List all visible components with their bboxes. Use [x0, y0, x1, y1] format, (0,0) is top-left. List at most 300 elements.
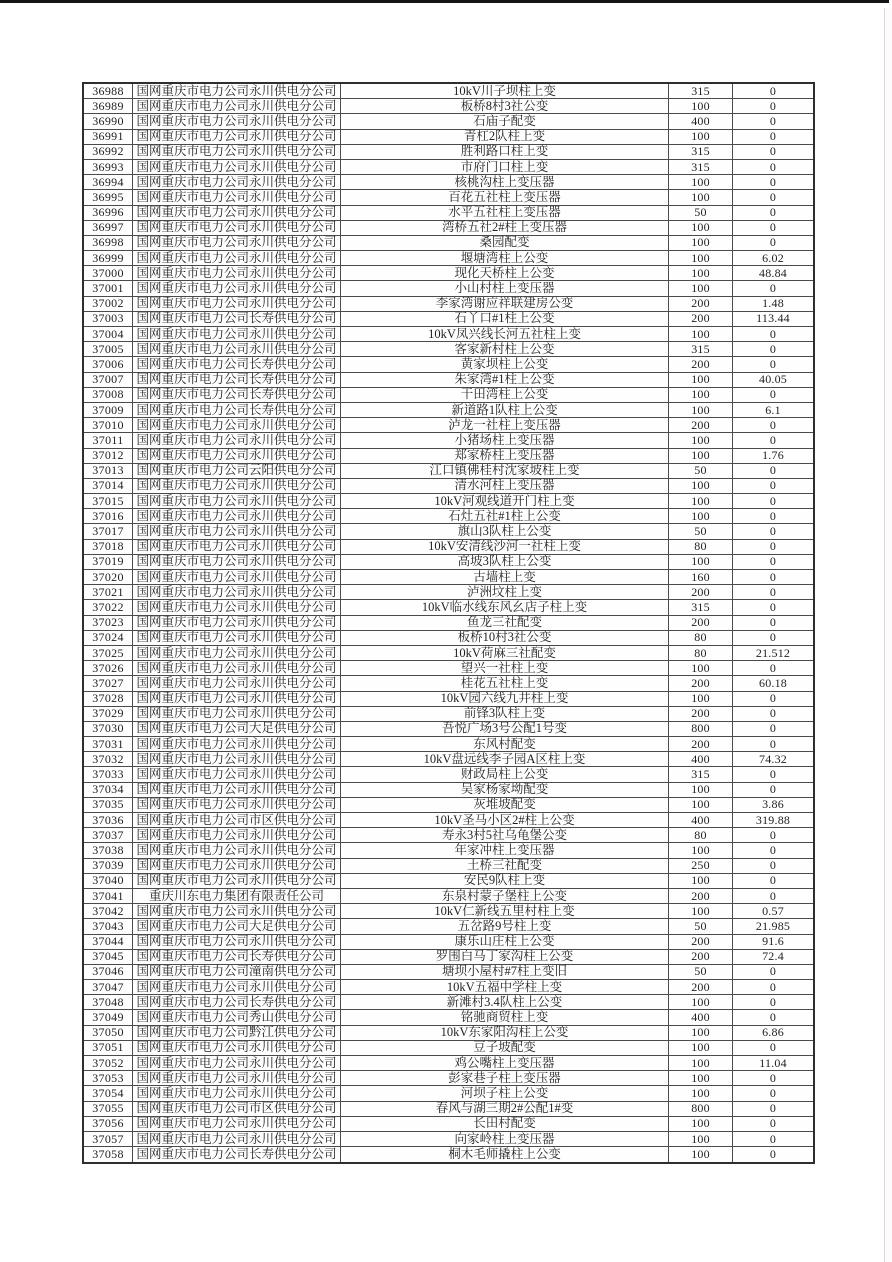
value-cell: 0: [769, 630, 777, 645]
table-row: [84, 661, 813, 676]
capacity-cell: 315: [669, 160, 733, 174]
transformer-name-cell: 湾桥五社2#柱上变压器: [341, 221, 669, 235]
table-row: [84, 828, 813, 843]
capacity-cell: 80: [669, 646, 733, 660]
value-cell: 0: [769, 387, 777, 402]
row-id-cell: 37018: [84, 540, 133, 554]
transformer-name-cell: 市府门口柱上变: [341, 160, 669, 174]
company-cell: 国网重庆市电力公司永川供电分公司: [133, 600, 341, 614]
company-cell: 国网重庆市电力公司永川供电分公司: [133, 297, 341, 311]
company-cell: 国网重庆市电力公司永川供电分公司: [133, 281, 341, 295]
capacity-cell: 50: [669, 464, 733, 478]
value-cell: 0: [769, 175, 777, 189]
row-id-cell: 37052: [84, 1056, 133, 1070]
table-row: [84, 1056, 813, 1071]
value-cell: 0: [769, 1071, 777, 1085]
table-row: [84, 935, 813, 950]
value-cell: 0: [769, 509, 777, 523]
table-row: [84, 1086, 813, 1101]
company-cell: 国网重庆市电力公司永川供电分公司: [133, 828, 341, 842]
company-cell: 国网重庆市电力公司永川供电分公司: [133, 1117, 341, 1131]
capacity-cell: 80: [669, 631, 733, 645]
row-id-cell: 37055: [84, 1102, 133, 1116]
company-cell: 国网重庆市电力公司永川供电分公司: [133, 190, 341, 204]
transformer-name-cell: 安民9队柱上变: [341, 874, 669, 888]
value-cell: 0: [769, 554, 777, 569]
capacity-cell: 100: [669, 1041, 733, 1055]
row-id-cell: 37004: [84, 327, 133, 341]
company-cell: 国网重庆市电力公司永川供电分公司: [133, 692, 341, 706]
table-row: [84, 327, 813, 342]
transformer-name-cell: 现化天桥柱上公变: [341, 266, 669, 280]
capacity-cell: 400: [669, 114, 733, 128]
value-cell: 0: [769, 494, 777, 508]
company-cell: 国网重庆市电力公司永川供电分公司: [133, 494, 341, 508]
transformer-name-cell: 彭家巷子柱上变压器: [341, 1071, 669, 1085]
capacity-cell: 160: [669, 570, 733, 584]
value-cell: 0: [769, 478, 777, 493]
transformer-name-cell: 桐木毛师撬柱上公变: [341, 1147, 669, 1162]
capacity-cell: 80: [669, 828, 733, 842]
company-cell: 国网重庆市电力公司永川供电分公司: [133, 980, 341, 994]
company-cell: 国网重庆市电力公司永川供电分公司: [133, 509, 341, 523]
company-cell: 国网重庆市电力公司永川供电分公司: [133, 540, 341, 554]
company-cell: 国网重庆市电力公司永川供电分公司: [133, 707, 341, 721]
row-id-cell: 36997: [84, 221, 133, 235]
table-row: [84, 418, 813, 433]
value-cell: 3.86: [762, 797, 784, 812]
row-id-cell: 37001: [84, 281, 133, 295]
transformer-name-cell: 鱼龙三社配变: [341, 616, 669, 630]
table-row: [84, 160, 813, 175]
capacity-cell: 400: [669, 1010, 733, 1024]
row-id-cell: 37022: [84, 600, 133, 614]
value-cell: 91.6: [762, 934, 784, 949]
company-cell: 国网重庆市电力公司永川供电分公司: [133, 1071, 341, 1085]
transformer-name-cell: 青杠2队柱上变: [341, 130, 669, 144]
row-id-cell: 36994: [84, 175, 133, 189]
table-row: [84, 297, 813, 312]
row-id-cell: 37053: [84, 1071, 133, 1085]
value-cell: 0: [769, 129, 777, 144]
transformer-name-cell: 10kV荷麻三社配变: [341, 646, 669, 660]
transformer-name-cell: 泸龙一社柱上变压器: [341, 418, 669, 432]
transformer-name-cell: 10kV仁新线五里村柱上变: [341, 904, 669, 918]
transformer-name-cell: 桑园配变: [341, 236, 669, 250]
value-cell: 1.76: [762, 448, 784, 463]
transformer-name-cell: 向家岭柱上变压器: [341, 1132, 669, 1146]
row-id-cell: 37048: [84, 995, 133, 1009]
company-cell: 国网重庆市电力公司秀山供电分公司: [133, 1010, 341, 1024]
row-id-cell: 37032: [84, 752, 133, 766]
table-row: [84, 950, 813, 965]
row-id-cell: 37034: [84, 783, 133, 797]
table-row: [84, 373, 813, 388]
row-id-cell: 37045: [84, 950, 133, 964]
transformer-name-cell: 前锋3队柱上变: [341, 707, 669, 721]
row-id-cell: 36992: [84, 145, 133, 159]
transformer-name-cell: 堰塘湾柱上公变: [341, 251, 669, 265]
capacity-cell: 100: [669, 798, 733, 812]
value-cell: 0: [769, 327, 777, 341]
capacity-cell: 100: [669, 494, 733, 508]
company-cell: 国网重庆市电力公司永川供电分公司: [133, 555, 341, 569]
transformer-name-cell: 10kV临水线东风幺店子柱上变: [341, 600, 669, 614]
value-cell: 113.44: [756, 311, 790, 326]
row-id-cell: 37007: [84, 373, 133, 387]
capacity-cell: 200: [669, 585, 733, 599]
capacity-cell: 100: [669, 403, 733, 417]
value-cell: 0: [769, 1040, 777, 1055]
row-id-cell: 37047: [84, 980, 133, 994]
row-id-cell: 37006: [84, 357, 133, 371]
row-id-cell: 37054: [84, 1086, 133, 1100]
company-cell: 重庆川东电力集团有限责任公司: [133, 889, 341, 903]
row-id-cell: 36989: [84, 99, 133, 113]
transformer-name-cell: 客家新村柱上公变: [341, 342, 669, 356]
value-cell: 0: [769, 235, 777, 250]
capacity-cell: 200: [669, 312, 733, 326]
capacity-cell: 200: [669, 737, 733, 751]
table-row: [84, 1132, 813, 1147]
capacity-cell: 315: [669, 342, 733, 356]
capacity-cell: 100: [669, 1147, 733, 1162]
transformer-name-cell: 寿永3村5社乌龟堡公变: [341, 828, 669, 842]
capacity-cell: 100: [669, 388, 733, 402]
company-cell: 国网重庆市电力公司市区供电分公司: [133, 1102, 341, 1116]
value-cell: 6.1: [765, 402, 781, 417]
value-cell: 0: [769, 721, 777, 736]
table-row: [84, 843, 813, 858]
company-cell: 国网重庆市电力公司长寿供电分公司: [133, 388, 341, 402]
row-id-cell: 37039: [84, 859, 133, 873]
value-cell: 21.512: [755, 645, 791, 660]
transformer-name-cell: 小山村柱上变压器: [341, 281, 669, 295]
company-cell: 国网重庆市电力公司永川供电分公司: [133, 935, 341, 949]
capacity-cell: 200: [669, 935, 733, 949]
value-cell: 0: [769, 342, 777, 356]
value-cell: 0: [769, 1101, 777, 1116]
table-row: [84, 236, 813, 251]
capacity-cell: 100: [669, 783, 733, 797]
company-cell: 国网重庆市电力公司永川供电分公司: [133, 676, 341, 690]
transformer-name-cell: 长田村配变: [341, 1117, 669, 1131]
transformer-name-cell: 河坝子柱上公变: [341, 1086, 669, 1100]
row-id-cell: 37044: [84, 935, 133, 949]
table-row: [84, 342, 813, 357]
transformer-name-cell: 江口镇佛桂村沈家坡柱上变: [341, 464, 669, 478]
value-cell: 0: [769, 570, 777, 584]
table-row: [84, 1117, 813, 1132]
capacity-cell: 100: [669, 1086, 733, 1100]
company-cell: 国网重庆市电力公司永川供电分公司: [133, 1132, 341, 1146]
row-id-cell: 37056: [84, 1117, 133, 1131]
capacity-cell: 400: [669, 813, 733, 827]
row-id-cell: 37012: [84, 449, 133, 463]
row-id-cell: 37015: [84, 494, 133, 508]
capacity-cell: 100: [669, 1132, 733, 1146]
capacity-cell: 200: [669, 676, 733, 690]
capacity-cell: 100: [669, 373, 733, 387]
capacity-cell: 100: [669, 874, 733, 888]
value-cell: 0: [769, 144, 777, 159]
transformer-name-cell: 东泉村蒙子堡柱上公变: [341, 889, 669, 903]
table-row: [84, 464, 813, 479]
company-cell: 国网重庆市电力公司永川供电分公司: [133, 646, 341, 660]
transformer-name-cell: 鸡公嘴柱上变压器: [341, 1056, 669, 1070]
value-cell: 0: [769, 600, 777, 614]
capacity-cell: 100: [669, 509, 733, 523]
row-id-cell: 37046: [84, 965, 133, 979]
value-cell: 0: [769, 418, 777, 432]
company-cell: 国网重庆市电力公司长寿供电分公司: [133, 373, 341, 387]
row-id-cell: 37026: [84, 661, 133, 675]
transformer-name-cell: 朱家湾#1柱上公变: [341, 373, 669, 387]
table-row: [84, 357, 813, 372]
company-cell: 国网重庆市电力公司永川供电分公司: [133, 904, 341, 918]
capacity-cell: 100: [669, 661, 733, 675]
row-id-cell: 37005: [84, 342, 133, 356]
value-cell: 72.4: [762, 949, 784, 964]
capacity-cell: 200: [669, 357, 733, 371]
capacity-cell: 100: [669, 221, 733, 235]
row-id-cell: 37008: [84, 388, 133, 402]
value-cell: 0: [769, 84, 777, 98]
row-id-cell: 37009: [84, 403, 133, 417]
value-cell: 0: [769, 463, 777, 478]
company-cell: 国网重庆市电力公司永川供电分公司: [133, 616, 341, 630]
capacity-cell: 100: [669, 190, 733, 204]
capacity-cell: 100: [669, 1117, 733, 1131]
transformer-name-cell: 清水河柱上变压器: [341, 479, 669, 493]
value-cell: 0: [769, 782, 777, 797]
table-row: [84, 494, 813, 509]
capacity-cell: 100: [669, 266, 733, 280]
company-cell: 国网重庆市电力公司永川供电分公司: [133, 585, 341, 599]
row-id-cell: 37051: [84, 1041, 133, 1055]
table-row: [84, 479, 813, 494]
value-cell: 0: [769, 888, 777, 903]
capacity-cell: 315: [669, 84, 733, 98]
capacity-cell: 200: [669, 950, 733, 964]
transformer-name-cell: 旗山3队柱上公变: [341, 524, 669, 538]
value-cell: 6.02: [762, 251, 784, 265]
value-cell: 6.86: [762, 1025, 784, 1040]
company-cell: 国网重庆市电力公司永川供电分公司: [133, 570, 341, 584]
row-id-cell: 37025: [84, 646, 133, 660]
value-cell: 0: [769, 706, 777, 721]
table-row: [84, 555, 813, 570]
capacity-cell: 100: [669, 843, 733, 857]
row-id-cell: 36999: [84, 251, 133, 265]
capacity-cell: 800: [669, 722, 733, 736]
transformer-name-cell: 年家冲柱上变压器: [341, 843, 669, 857]
row-id-cell: 37013: [84, 464, 133, 478]
company-cell: 国网重庆市电力公司永川供电分公司: [133, 84, 341, 98]
table-row: [84, 190, 813, 205]
table-row: [84, 1071, 813, 1086]
transformer-name-cell: 10kV五福中学柱上变: [341, 980, 669, 994]
capacity-cell: 200: [669, 297, 733, 311]
value-cell: 60.18: [759, 676, 787, 690]
value-cell: 0: [769, 858, 777, 873]
row-id-cell: 37049: [84, 1010, 133, 1024]
value-cell: 0: [769, 980, 777, 994]
table-row: [84, 1147, 813, 1162]
table-row: [84, 874, 813, 889]
row-id-cell: 37036: [84, 813, 133, 827]
value-cell: 319.88: [755, 813, 791, 827]
company-cell: 国网重庆市电力公司永川供电分公司: [133, 342, 341, 356]
transformer-name-cell: 铭驰商贸柱上变: [341, 1010, 669, 1024]
transformer-table: [82, 82, 815, 1164]
row-id-cell: 36991: [84, 130, 133, 144]
table-row: [84, 1041, 813, 1056]
table-row: [84, 221, 813, 236]
table-row: [84, 980, 813, 995]
company-cell: 国网重庆市电力公司长寿供电分公司: [133, 950, 341, 964]
table-row: [84, 995, 813, 1010]
value-cell: 0: [769, 114, 777, 128]
transformer-name-cell: 10kV凤兴线长河五社柱上变: [341, 327, 669, 341]
capacity-cell: 50: [669, 965, 733, 979]
value-cell: 0: [769, 995, 777, 1009]
company-cell: 国网重庆市电力公司永川供电分公司: [133, 221, 341, 235]
capacity-cell: 400: [669, 752, 733, 766]
table-row: [84, 403, 813, 418]
table-row: [84, 130, 813, 145]
row-id-cell: 37029: [84, 707, 133, 721]
transformer-name-cell: 黄家坝柱上公变: [341, 357, 669, 371]
value-cell: 0: [769, 828, 777, 842]
company-cell: 国网重庆市电力公司潼南供电分公司: [133, 965, 341, 979]
company-cell: 国网重庆市电力公司永川供电分公司: [133, 479, 341, 493]
capacity-cell: 200: [669, 889, 733, 903]
table-row: [84, 676, 813, 691]
table-row: [84, 616, 813, 631]
table-row: [84, 251, 813, 266]
value-cell: 0: [769, 1086, 777, 1100]
company-cell: 国网重庆市电力公司永川供电分公司: [133, 843, 341, 857]
capacity-cell: 100: [669, 1056, 733, 1070]
company-cell: 国网重庆市电力公司永川供电分公司: [133, 449, 341, 463]
company-cell: 国网重庆市电力公司长寿供电分公司: [133, 403, 341, 417]
value-cell: 0: [769, 190, 777, 204]
table-row: [84, 737, 813, 752]
transformer-name-cell: 泸洲坟柱上变: [341, 585, 669, 599]
row-id-cell: 37057: [84, 1132, 133, 1146]
transformer-name-cell: 李家湾谢应祥联建房公变: [341, 297, 669, 311]
transformer-name-cell: 10kV盘远线李子园A区柱上变: [341, 752, 669, 766]
company-cell: 国网重庆市电力公司永川供电分公司: [133, 236, 341, 250]
capacity-cell: 250: [669, 859, 733, 873]
table-row: [84, 889, 813, 904]
company-cell: 国网重庆市电力公司永川供电分公司: [133, 130, 341, 144]
company-cell: 国网重庆市电力公司永川供电分公司: [133, 1041, 341, 1055]
table-row: [84, 1010, 813, 1025]
value-cell: 0: [769, 737, 777, 751]
value-cell: 0: [769, 843, 777, 857]
value-cell: 0: [769, 539, 777, 554]
table-row: [84, 84, 813, 99]
table-row: [84, 646, 813, 661]
company-cell: 国网重庆市电力公司永川供电分公司: [133, 327, 341, 341]
page-right-edge-line: [884, 8, 885, 1262]
transformer-name-cell: 10kV圣马小区2#柱上公变: [341, 813, 669, 827]
company-cell: 国网重庆市电力公司永川供电分公司: [133, 767, 341, 781]
value-cell: 0: [769, 281, 777, 296]
value-cell: 0: [769, 767, 777, 782]
capacity-cell: 100: [669, 281, 733, 295]
table-row: [84, 388, 813, 403]
row-id-cell: 37037: [84, 828, 133, 842]
transformer-name-cell: 胜利路口柱上变: [341, 145, 669, 159]
transformer-name-cell: 吴家杨家坳配变: [341, 783, 669, 797]
row-id-cell: 37050: [84, 1026, 133, 1040]
company-cell: 国网重庆市电力公司大足供电分公司: [133, 919, 341, 933]
table-row: [84, 206, 813, 221]
capacity-cell: 315: [669, 600, 733, 614]
transformer-name-cell: 核桃沟柱上变压器: [341, 175, 669, 189]
table-row: [84, 99, 813, 114]
transformer-name-cell: 10kV东家阳沟柱上公变: [341, 1026, 669, 1040]
value-cell: 0: [769, 220, 777, 235]
capacity-cell: 315: [669, 767, 733, 781]
capacity-cell: 100: [669, 995, 733, 1009]
value-cell: 74.32: [759, 752, 787, 766]
table-row: [84, 585, 813, 600]
table-row: [84, 540, 813, 555]
row-id-cell: 37021: [84, 585, 133, 599]
capacity-cell: 315: [669, 145, 733, 159]
table-row: [84, 281, 813, 296]
transformer-name-cell: 土桥三社配变: [341, 859, 669, 873]
capacity-cell: 100: [669, 236, 733, 250]
transformer-name-cell: 五岔路9号柱上变: [341, 919, 669, 933]
company-cell: 国网重庆市电力公司永川供电分公司: [133, 752, 341, 766]
transformer-name-cell: 桂花五社柱上变: [341, 676, 669, 690]
table-row: [84, 722, 813, 737]
value-cell: 11.04: [759, 1056, 787, 1070]
transformer-name-cell: 春风与湖三期2#公配1#变: [341, 1102, 669, 1116]
row-id-cell: 37040: [84, 874, 133, 888]
capacity-cell: 800: [669, 1102, 733, 1116]
table-row: [84, 904, 813, 919]
table-row: [84, 692, 813, 707]
table-row: [84, 859, 813, 874]
company-cell: 国网重庆市电力公司永川供电分公司: [133, 631, 341, 645]
value-cell: 0: [769, 873, 777, 888]
company-cell: 国网重庆市电力公司永川供电分公司: [133, 175, 341, 189]
transformer-name-cell: 石灶五社#1柱上公变: [341, 509, 669, 523]
company-cell: 国网重庆市电力公司大足供电分公司: [133, 722, 341, 736]
transformer-name-cell: 郑家桥柱上变压器: [341, 449, 669, 463]
value-cell: 0: [769, 205, 777, 220]
row-id-cell: 36996: [84, 206, 133, 220]
value-cell: 1.48: [762, 296, 784, 311]
row-id-cell: 36993: [84, 160, 133, 174]
table-row: [84, 449, 813, 464]
top-border-bar: [0, 0, 889, 3]
capacity-cell: 50: [669, 524, 733, 538]
value-cell: 0: [769, 433, 777, 447]
transformer-name-cell: 望兴一社柱上变: [341, 661, 669, 675]
row-id-cell: 37010: [84, 418, 133, 432]
row-id-cell: 36988: [84, 84, 133, 98]
row-id-cell: 37042: [84, 904, 133, 918]
row-id-cell: 37011: [84, 433, 133, 447]
table-row: [84, 175, 813, 190]
